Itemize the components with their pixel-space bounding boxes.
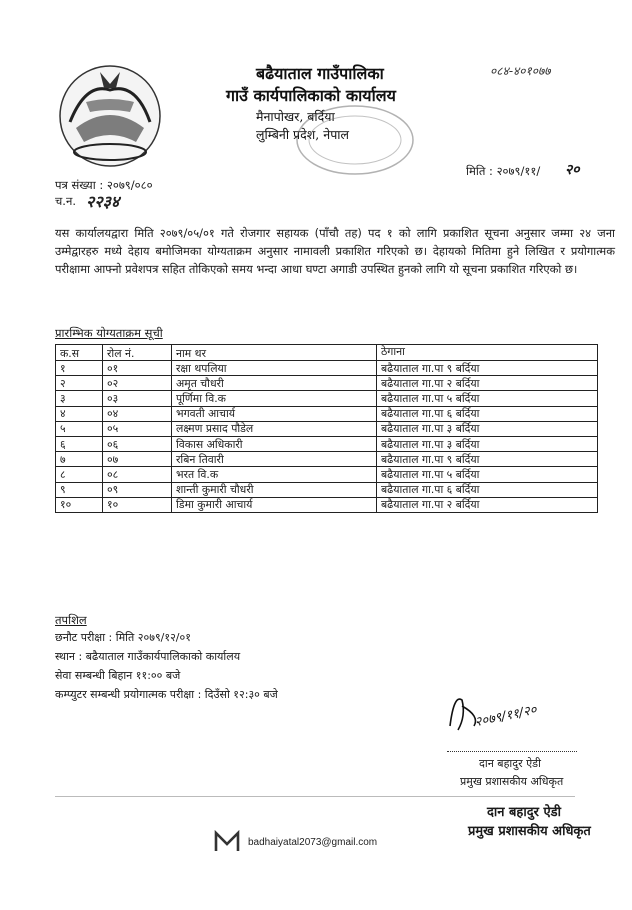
col-sn-header: क.स — [56, 345, 103, 361]
cell-name: रक्षा थपलिया — [172, 361, 377, 376]
table-row — [56, 391, 598, 406]
cell-name: रबिन तिवारी — [172, 452, 377, 467]
cell-name: विकास अधिकारी — [172, 436, 377, 451]
exam-venue: स्थान : बढैयाताल गाउँकार्यपालिकाको कार्यालय — [55, 650, 241, 663]
table-row — [56, 452, 598, 467]
cell-sn: ४ — [56, 406, 103, 421]
office-name: गाउँ कार्यपालिकाको कार्यालय — [226, 86, 396, 105]
cell-address: बढैयाताल गा.पा ९ बर्दिया — [377, 361, 598, 376]
cell-address: बढैयाताल गा.पा ५ बर्दिया — [377, 467, 598, 482]
cell-address: बढैयाताल गा.पा ३ बर्दिया — [377, 436, 598, 451]
cell-roll: ०१ — [103, 361, 172, 376]
cell-name: डिमा कुमारी आचार्य — [172, 497, 377, 512]
cell-sn: ६ — [56, 436, 103, 451]
cell-roll: १० — [103, 497, 172, 512]
cell-address: बढैयाताल गा.पा ६ बर्दिया — [377, 406, 598, 421]
table-header-row — [56, 345, 598, 361]
cell-roll: ०८ — [103, 467, 172, 482]
cell-name: शान्ती कुमारी चौधरी — [172, 482, 377, 497]
signatory-name: दान बहादुर ऐडी — [479, 757, 541, 770]
cell-address: बढैयाताल गा.पा ५ बर्दिया — [377, 391, 598, 406]
table-row — [56, 436, 598, 451]
cell-address: बढैयाताल गा.पा ६ बर्दिया — [377, 482, 598, 497]
signatory-designation: प्रमुख प्रशासकीय अधिकृत — [460, 775, 564, 788]
name-stamp: दान बहादुर ऐडी — [487, 805, 561, 820]
municipality-emblem — [56, 62, 164, 170]
cell-sn: १० — [56, 497, 103, 512]
cell-roll: ०९ — [103, 482, 172, 497]
cell-roll: ०४ — [103, 406, 172, 421]
computer-exam-time: कम्प्युटर सम्बन्धी प्रयोगात्मक परीक्षा : दिउँसो १२:३० बजे — [55, 688, 278, 701]
footer-email[interactable]: badhaiyatal2073@gmail.com — [248, 837, 378, 848]
cell-sn: ९ — [56, 482, 103, 497]
office-stamp — [290, 100, 420, 180]
letter-number: पत्र संख्या : २०७९/०८० — [55, 178, 153, 192]
service-exam-time: सेवा सम्बन्धी बिहान ११:०० बजे — [55, 669, 181, 682]
cell-address: बढैयाताल गा.पा २ बर्दिया — [377, 376, 598, 391]
cell-sn: २ — [56, 376, 103, 391]
details-title: तपशिल — [55, 613, 87, 627]
table-row — [56, 361, 598, 376]
signature-date: २०७९/११/२० — [473, 702, 539, 731]
cell-name: अमृत चौधरी — [172, 376, 377, 391]
province: लुम्बिनी प्रदेश, नेपाल — [256, 127, 350, 142]
exam-date: छनौट परीक्षा : मिति २०७९/१२/०१ — [55, 631, 191, 644]
dispatch-number: २२३४ — [86, 192, 120, 211]
cell-address: बढैयाताल गा.पा ९ बर्दिया — [377, 452, 598, 467]
notice-body: यस कार्यालयद्वारा मिति २०७९/०५/०१ गते रोजगार सहायक (पाँचौ तह) पद १ को लागि प्रकाशित सूचना अनुसार जम्मा २४ जना उम्मेद्वारहरु मध्ये देहाय बमोजिमका योग्यताक्रम अनुसार नामावली प्रकाशित गरिएको छ। देहायको मितिमा हुने लिखित र प्रयोगात्मक परीक्षामा आफ्नो प्रवेशपत्र सहित तोकिएको समय भन्दा आधा घण्टा अगाडी उपस्थित हुनको लागि यो सूचना प्रकाशित गरिएको छ। — [55, 226, 615, 276]
letter-date: मिति : २०७९/११/ — [466, 164, 541, 178]
table-row — [56, 406, 598, 421]
col-address-header: ठेगाना — [377, 345, 598, 361]
cell-name: भरत वि.क — [172, 467, 377, 482]
table-row — [56, 497, 598, 512]
footer-divider — [55, 796, 575, 797]
merit-list-table — [55, 344, 598, 513]
signature-line — [447, 751, 577, 752]
cell-roll: ०६ — [103, 436, 172, 451]
municipality-name: बढैयाताल गाउँपालिका — [256, 64, 384, 83]
col-name-header: नाम थर — [172, 345, 377, 361]
table-row — [56, 467, 598, 482]
designation-stamp: प्रमुख प्रशासकीय अधिकृत — [468, 824, 591, 839]
mail-icon — [213, 829, 241, 853]
phone-number: ०८४-४०१०७७ — [490, 64, 551, 78]
letter-date-handwritten: २० — [565, 162, 580, 178]
table-row — [56, 376, 598, 391]
cell-sn: ७ — [56, 452, 103, 467]
cell-address: बढैयाताल गा.पा ३ बर्दिया — [377, 421, 598, 436]
office-address: मैनापोखर, बर्दिया — [256, 109, 335, 124]
dispatch-label: च.न. — [55, 194, 76, 208]
cell-sn: ३ — [56, 391, 103, 406]
col-roll-header: रोल नं. — [103, 345, 172, 361]
table-row — [56, 482, 598, 497]
cell-address: बढैयाताल गा.पा २ बर्दिया — [377, 497, 598, 512]
cell-sn: ५ — [56, 421, 103, 436]
merit-list-title: प्रारम्भिक योग्यताक्रम सूची — [55, 326, 163, 340]
cell-name: भगवती आचार्य — [172, 406, 377, 421]
cell-name: पूर्णिमा वि.क — [172, 391, 377, 406]
cell-sn: १ — [56, 361, 103, 376]
cell-name: लक्ष्मण प्रसाद पौडेल — [172, 421, 377, 436]
cell-roll: ०३ — [103, 391, 172, 406]
cell-roll: ०७ — [103, 452, 172, 467]
cell-sn: ८ — [56, 467, 103, 482]
cell-roll: ०२ — [103, 376, 172, 391]
table-row — [56, 421, 598, 436]
cell-roll: ०५ — [103, 421, 172, 436]
